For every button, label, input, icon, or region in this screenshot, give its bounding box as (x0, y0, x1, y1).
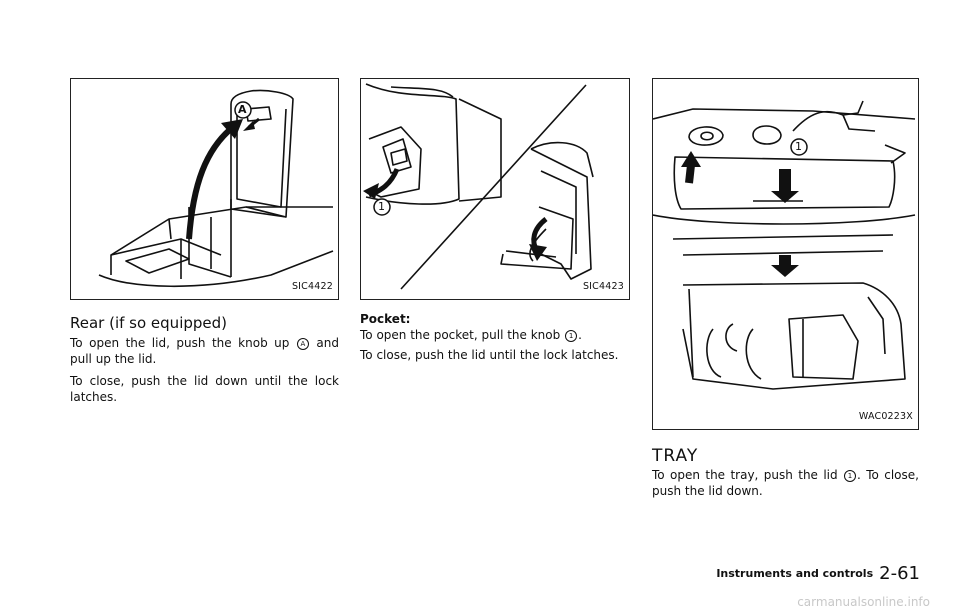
tray-illustration (653, 79, 917, 428)
callout-1-inline-marker: 1 (565, 330, 577, 342)
figure-pocket (360, 78, 630, 300)
figure-tray (652, 78, 919, 430)
subheading-pocket: Pocket: (360, 312, 411, 326)
figure-code: SIC4423 (582, 281, 624, 292)
instruction-paragraph: To close, push the lid down until the lock latches. (70, 374, 339, 404)
instruction-paragraph: To open the pocket, pull the knob 1 . (360, 328, 582, 342)
instruction-paragraph: To close, push the lid until the lock latches. (360, 348, 619, 362)
page-footer (716, 563, 920, 584)
figure-armrest-lid (70, 78, 339, 300)
instruction-paragraph: To open the tray, push the lid 1 . To close, push the lid down. (652, 468, 919, 498)
callout-1-inline-marker: 1 (844, 470, 856, 482)
watermark: carmanualsonline.info (797, 595, 930, 609)
page-number: 2-61 (879, 563, 920, 584)
callout-1-label: 1 (795, 140, 802, 153)
armrest-lid-illustration (71, 79, 337, 298)
section-heading-tray: TRAY (652, 446, 699, 466)
section-heading-rear: Rear (if so equipped) (70, 314, 228, 332)
callout-a-inline-marker: A (297, 338, 309, 350)
callout-a-label: A (238, 103, 247, 116)
callout-1-label: 1 (378, 200, 385, 213)
pocket-illustration (361, 79, 628, 298)
instruction-paragraph: To open the lid, push the knob up A and pull up the lid. (70, 336, 340, 366)
footer-section-title: Instruments and controls (716, 567, 874, 580)
figure-code: SIC4422 (291, 281, 333, 292)
figure-code: WAC0223X (858, 411, 913, 422)
